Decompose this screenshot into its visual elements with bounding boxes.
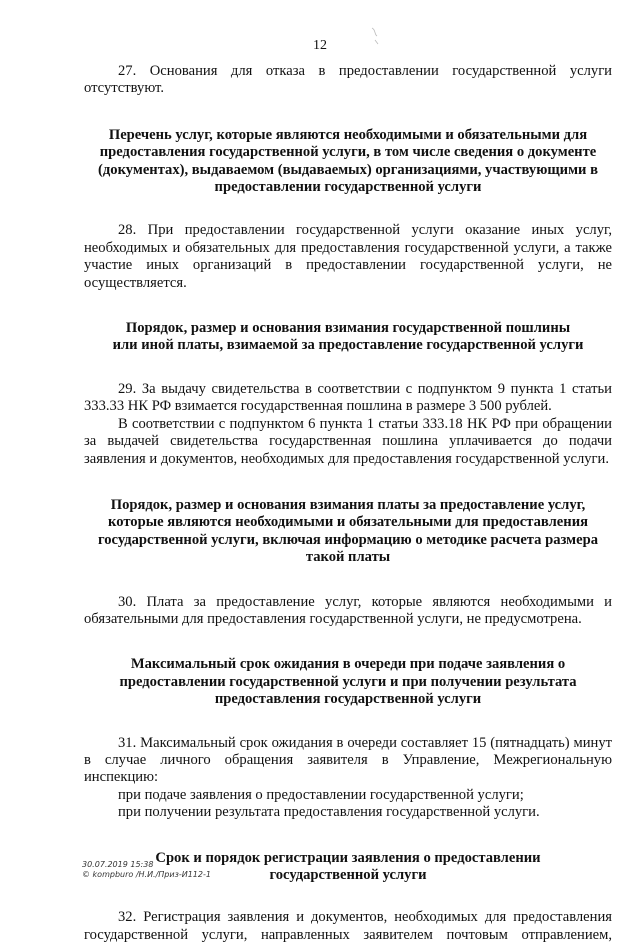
paragraph-29b: В соответствии с подпунктом 6 пункта 1 статьи 333.18 НК РФ при обращении за выдачей свидетельства государственная пошлина уплачивается до подачи заявления и документов, необходимых для предоставления государственной услуги.	[84, 415, 612, 467]
paragraph-29a: 29. За выдачу свидетельства в соответствии с подпунктом 9 пункта 1 статьи 333.33 НК РФ взимается государственная пошлина в размере 3 500 рублей.	[84, 380, 612, 415]
paragraph-28: 28. При предоставлении государственной услуги оказание иных услуг, необходимых и обязательных для предоставления государственной услуги, а также участие иных организаций в предоставлении государственной услуги, не осуществляется.	[84, 222, 612, 291]
paragraph-31: 31. Максимальный срок ожидания в очереди составляет 15 (пятнадцать) минут в случае личного обращения заявителя в Управление, Межрегиональную инспекцию:	[84, 734, 612, 786]
footer-file-id: © kompburo /Н.И./Приз-И112-1	[82, 870, 211, 879]
heading-queue-wait-time: Максимальный срок ожидания в очереди при подаче заявления о предоставлении государственной услуги и при получении результата предоставления государственной услуги	[119, 656, 577, 708]
paragraph-27: 27. Основания для отказа в предоставлении государственной услуги отсутствуют.	[84, 63, 612, 97]
paragraph-32: 32. Регистрация заявления и документов, необходимых для предоставления государственной услуги, направленных заявителем почтовым отправлением,	[84, 909, 612, 943]
footer-stamp	[82, 860, 211, 880]
paragraph-30: 30. Плата за предоставление услуг, которые являются необходимыми и обязательными для предоставления государственной услуги, не предусмотрена.	[84, 593, 612, 627]
paragraph-31-item-2: при получении результата предоставления государственной услуги.	[118, 804, 540, 821]
paragraph-31-item-1: при подаче заявления о предоставлении государственной услуги;	[118, 786, 524, 803]
heading-registration-line2: государственной услуги	[269, 867, 427, 883]
document-body	[84, 63, 612, 944]
footer-timestamp: 30.07.2019 15:38	[82, 860, 154, 869]
heading-state-duty	[84, 320, 612, 355]
heading-fee-for-services: Порядок, размер и основания взимания платы за предоставление услуг, которые являются необходимыми и обязательными для предоставления государственной услуги, включая информацию о методике расчета размера такой платы	[97, 496, 599, 566]
heading-state-duty-line1: Порядок, размер и основания взимания государственной пошлины	[125, 320, 571, 337]
heading-registration-line1: Срок и порядок регистрации заявления о предоставлении	[155, 849, 541, 866]
page-number: 12	[313, 38, 327, 53]
heading-related-services: Перечень услуг, которые являются необходимыми и обязательными для предоставления государственной услуги, в том числе сведения о документе (документах), выдаваемом (выдаваемых) организациями, участвующими в предоставлении государственной услуги	[98, 126, 598, 196]
heading-state-duty-line2: или иной платы, взимаемой за предоставление государственной услуги	[112, 337, 584, 354]
